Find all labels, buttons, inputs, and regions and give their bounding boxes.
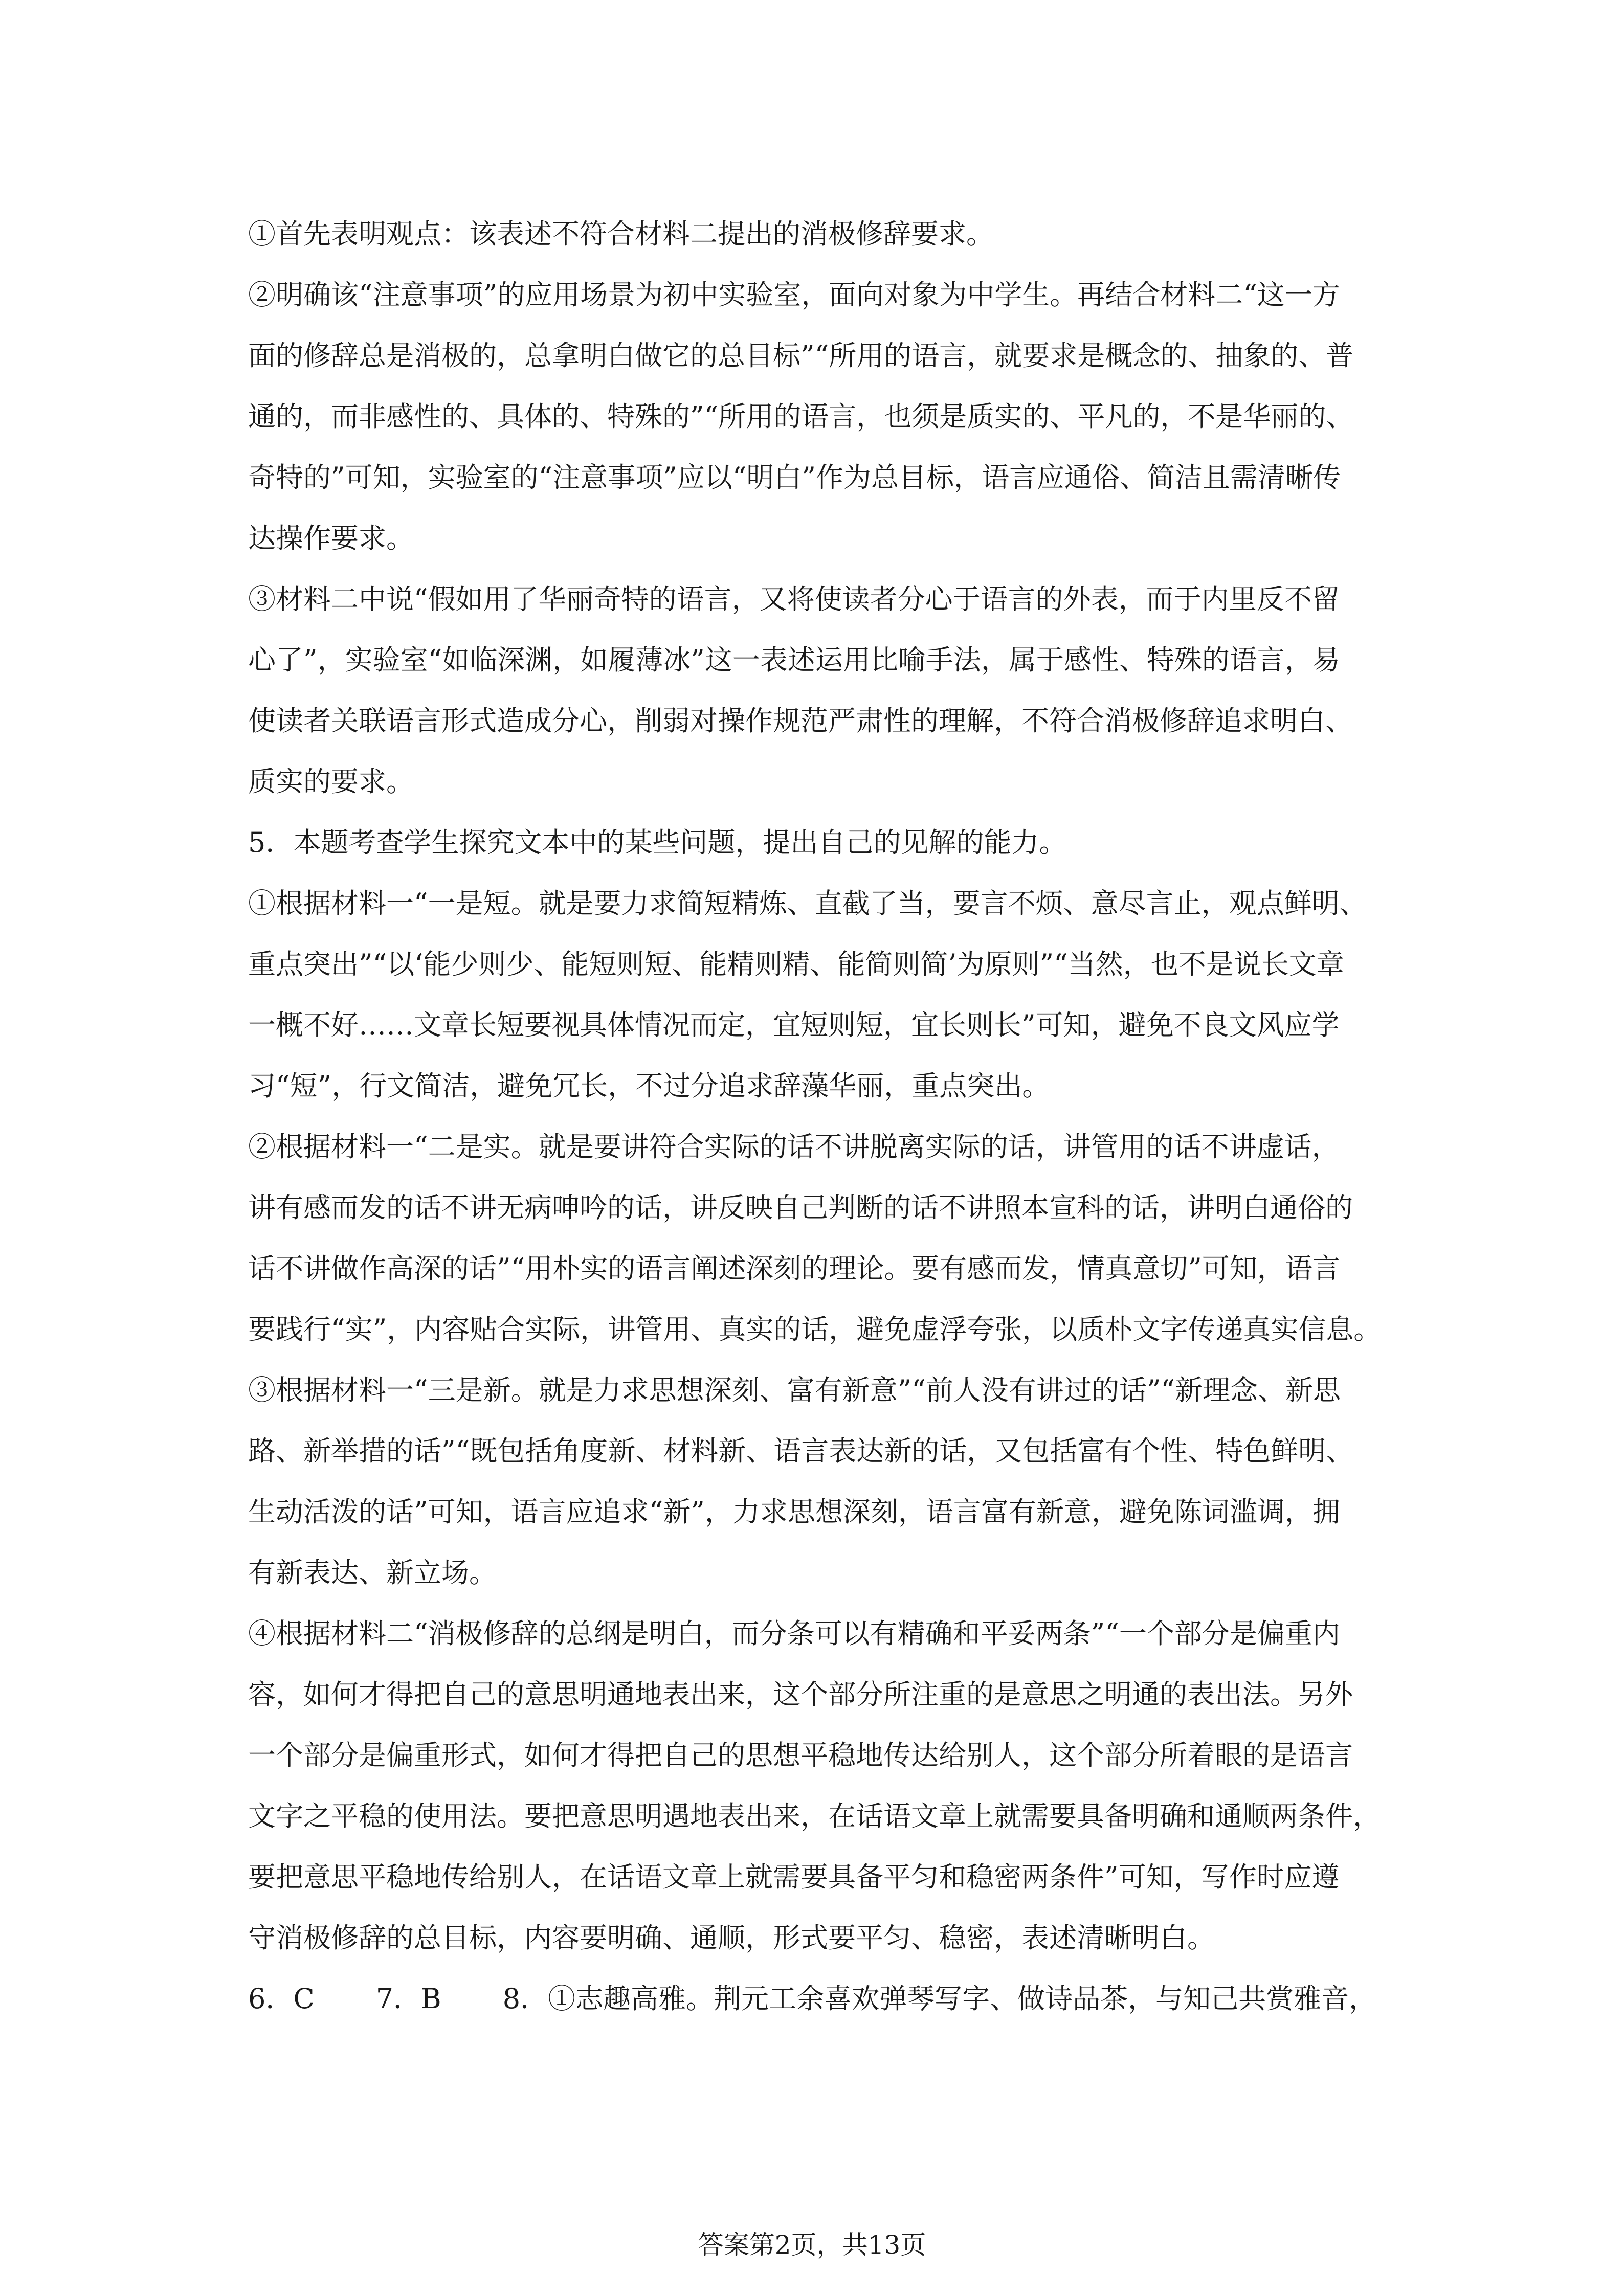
question-5-heading: 5．本题考查学生探究文本中的某些问题，提出自己的见解的能力。 [248,826,1067,859]
text-line: 重点突出”“以‘能少则少、能短则短、能精则精、能简则简’为原则”“当然，也不是说长文章 [248,948,1344,980]
text-line: 守消极修辞的总目标，内容要明确、通顺，形式要平匀、稳密，表述清晰明白。 [248,1922,1215,1954]
page-footer: 答案第2页，共13页 [698,2230,926,2260]
text-line: ②明确该“注意事项”的应用场景为初中实验室，面向对象为中学生。再结合材料二“这一方 [248,279,1340,311]
text-line: 有新表达、新立场。 [248,1557,497,1589]
text-line: 使读者关联语言形式造成分心，削弱对操作规范严肃性的理解，不符合消极修辞追求明白、 [248,705,1353,737]
text-line: ②根据材料一“二是实。就是要讲符合实际的话不讲脱离实际的话，讲管用的话不讲虚话， [248,1131,1340,1163]
text-line: 质实的要求。 [248,766,414,798]
text-line: 要践行“实”，内容贴合实际，讲管用、真实的话，避免虚浮夸张，以质朴文字传递真实信息。 [248,1313,1382,1345]
text-line: 容，如何才得把自己的意思明通地表出来，这个部分所注重的是意思之明通的表出法。另外 [248,1678,1353,1710]
text-line: 话不讲做作高深的话”“用朴实的语言阐述深刻的理论。要有感而发，情真意切”可知，语言 [248,1252,1340,1285]
text-line: ③根据材料一“三是新。就是力求思想深刻、富有新意”“前人没有讲过的话”“新理念、新思 [248,1374,1341,1406]
text-line: 文字之平稳的使用法。要把意思明遇地表出来，在话语文章上就需要具备明确和通顺两条件， [248,1800,1381,1832]
answer-q7: 7．B [375,1983,441,2015]
text-line: 要把意思平稳地传给别人，在话语文章上就需要具备平匀和稳密两条件”可知，写作时应遵 [248,1861,1340,1893]
text-line: 通的，而非感性的、具体的、特殊的”“所用的语言，也须是质实的、平凡的，不是华丽的、 [248,400,1354,433]
text-line: 习“短”，行文简洁，避免冗长，不过分追求辞藻华丽，重点突出。 [248,1070,1050,1102]
answer-text-body [248,204,1389,2029]
text-line: ④根据材料二“消极修辞的总纲是明白，而分条可以有精确和平妥两条”“一个部分是偏重内 [248,1617,1340,1650]
answers-line [248,1968,1389,2029]
text-line: 奇特的”可知，实验室的“注意事项”应以“明白”作为总目标，语言应通俗、简洁且需清晰传 [248,461,1341,493]
text-line: ①首先表明观点：该表述不符合材料二提出的消极修辞要求。 [248,218,994,250]
answer-q8: 8．①志趣高雅。荆元工余喜欢弹琴写字、做诗品茶，与知己共赏雅音， [502,1983,1377,2015]
text-line: ③材料二中说“假如用了华丽奇特的语言，又将使读者分心于语言的外表，而于内里反不留 [248,583,1340,615]
text-line: 生动活泼的话”可知，语言应追求“新”，力求思想深刻，语言富有新意，避免陈词滥调，拥 [248,1496,1340,1528]
text-line: 达操作要求。 [248,522,414,554]
text-line: 心了”，实验室“如临深渊，如履薄冰”这一表述运用比喻手法，属于感性、特殊的语言，易 [248,644,1340,676]
text-line: 一概不好……文章长短要视具体情况而定，宜短则短，宜长则长”可知，避免不良文风应学 [248,1009,1340,1041]
text-line: 一个部分是偏重形式，如何才得把自己的思想平稳地传达给别人，这个部分所着眼的是语言 [248,1739,1353,1771]
answer-q6: 6．C [248,1983,315,2015]
text-line: ①根据材料一“一是短。就是要力求简短精炼、直截了当，要言不烦、意尽言止，观点鲜明、 [248,887,1367,919]
text-line: 面的修辞总是消极的，总拿明白做它的总目标”“所用的语言，就要求是概念的、抽象的、普 [248,340,1354,372]
text-line: 讲有感而发的话不讲无病呻吟的话，讲反映自己判断的话不讲照本宣科的话，讲明白通俗的 [248,1191,1353,1224]
text-line: 路、新举措的话”“既包括角度新、材料新、语言表达新的话，又包括富有个性、特色鲜明、 [248,1435,1354,1467]
